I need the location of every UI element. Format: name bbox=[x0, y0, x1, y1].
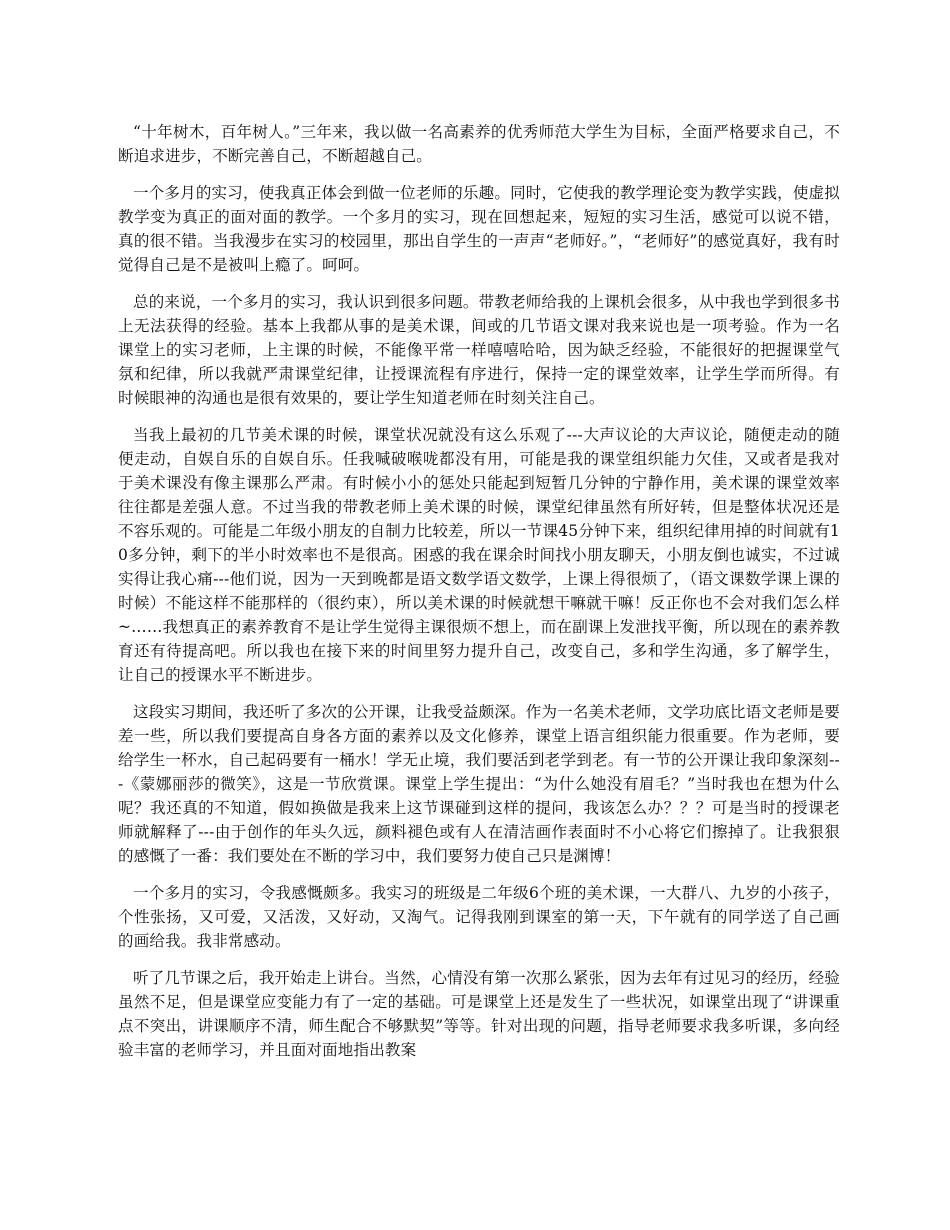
paragraph: 当我上最初的几节美术课的时候，课堂状况就没有这么乐观了---大声议论的大声议论，随便走动的随便走动，自娱自乐的自娱自乐。任我喊破喉咙都没有用，可能是我的课堂组织能力欠佳，又或者是我对于美术课没有像主课那么严肃。有时候小小的惩处只能起到短暂几分钟的宁静作用，美术课的课堂效率往往都是差强人意。不过当我的带教老师上美术课的时候，课堂纪律虽然有所好转，但是整体状况还是不容乐观的。可能是二年级小朋友的自制力比较差，所以一节课45分钟下来，组织纪律用掉的时间就有10多分钟，剩下的半小时效率也不是很高。困惑的我在课余时间找小朋友聊天，小朋友倒也诚实，不过诚实得让我心痛---他们说，因为一天到晚都是语文数学语文数学，上课上得很烦了，（语文课数学课上课的时候）不能这样不能那样的（很约束），所以美术课的时候就想干嘛就干嘛！反正你也不会对我们怎么样~……我想真正的素养教育不是让学生觉得主课很烦不想上，而在副课上发泄找平衡，所以现在的素养教育还有待提高吧。所以我也在接下来的时间里努力提升自己，改变自己，多和学生沟通，多了解学生，让自己的授课水平不断进步。 bbox=[118, 426, 840, 684]
document-body bbox=[118, 120, 840, 1075]
paragraph: “十年树木，百年树人。”三年来，我以做一名高素养的优秀师范大学生为目标，全面严格要求自己，不断追求进步，不断完善自己，不断超越自己。 bbox=[118, 123, 840, 165]
paragraph: 总的来说，一个多月的实习，我认识到很多问题。带教老师给我的上课机会很多，从中我也学到很多书上无法获得的经验。基本上我都从事的是美术课，间或的几节语文课对我来说也是一项考验。作为一名课堂上的实习老师，上主课的时候，不能像平常一样嘻嘻哈哈，因为缺乏经验，不能很好的把握课堂气氛和纪律，所以我就严肃课堂纪律，让授课流程有序进行，保持一定的课堂效率，让学生学而所得。有时候眼神的沟通也是很有效果的，要让学生知道老师在时刻关注自己。 bbox=[118, 293, 840, 407]
paragraph: 一个多月的实习，令我感慨颇多。我实习的班级是二年级6个班的美术课，一大群八、九岁的小孩子，个性张扬，又可爱，又活泼，又好动，又淘气。记得我刚到课室的第一天，下午就有的同学送了自己画的画给我。我非常感动。 bbox=[118, 884, 840, 950]
paragraph: 一个多月的实习，使我真正体会到做一位老师的乐趣。同时，它使我的教学理论变为教学实践，使虚拟教学变为真正的面对面的教学。一个多月的实习，现在回想起来，短短的实习生活，感觉可以说不错，真的很不错。当我漫步在实习的校园里，那出自学生的一声声“老师好。”，“老师好”的感觉真好，我有时觉得自己是不是被叫上瘾了。呵呵。 bbox=[118, 184, 840, 274]
paragraph: 听了几节课之后，我开始走上讲台。当然，心情没有第一次那么紧张，因为去年有过见习的经历，经验虽然不足，但是课堂应变能力有了一定的基础。可是课堂上还是发生了一些状况，如课堂出现了“讲课重点不突出，讲课顺序不清，师生配合不够默契”等等。针对出现的问题，指导老师要求我多听课，多向经验丰富的老师学习，并且面对面地指出教案 bbox=[118, 969, 840, 1059]
paragraph: 这段实习期间，我还听了多次的公开课，让我受益颇深。作为一名美术老师，文学功底比语文老师是要差一些，所以我们要提高自身各方面的素养以及文化修养，课堂上语言组织能力很重要。作为老师，要给学生一杯水，自己起码要有一桶水！学无止境，我们要活到老学到老。有一节的公开课让我印象深刻---《蒙娜丽莎的微笑》，这是一节欣赏课。课堂上学生提出：“为什么她没有眉毛？”当时我也在想为什么呢？我还真的不知道，假如换做是我来上这节课碰到这样的提问，我该怎么办？？？可是当时的授课老师就解释了---由于创作的年头久远，颜料褪色或有人在清洁画作表面时不小心将它们擦掉了。让我狠狠的感慨了一番：我们要处在不断的学习中，我们要努力使自己只是渊博！ bbox=[118, 703, 840, 865]
